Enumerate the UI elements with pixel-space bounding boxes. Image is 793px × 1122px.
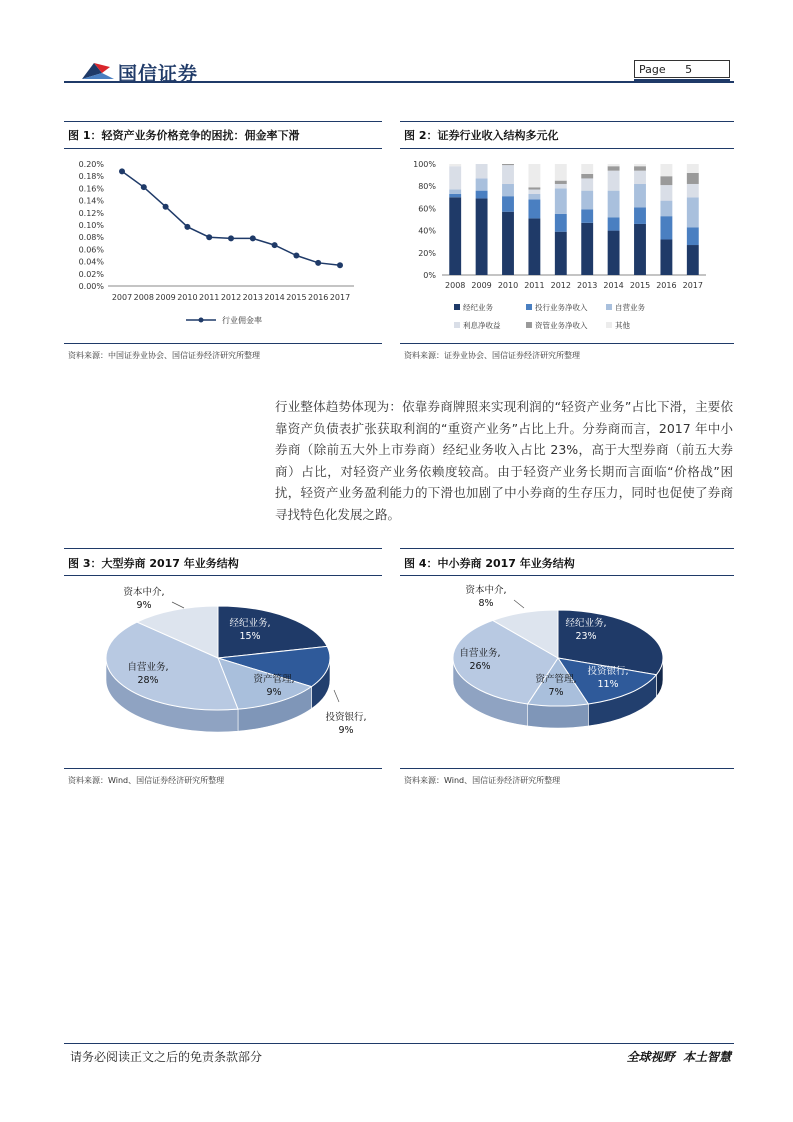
fig2-bar-segment [476,178,488,190]
fig2-ytick-label: 40% [418,226,436,236]
fig1-data-point [163,204,169,210]
fig2-bar-segment [476,191,488,199]
logo-mark-icon [80,59,116,83]
fig2-bar-segment [687,184,699,197]
pie-slice-label: 投资银行, [325,712,367,723]
pie-leader-line [334,690,339,702]
fig1-data-point [184,224,190,230]
fig2-bar-segment [449,197,461,275]
fig3-bottom-rule [64,768,382,769]
fig2-legend-swatch [606,304,612,310]
fig2-ytick-label: 0% [423,271,436,280]
fig2-bar-segment [660,176,672,185]
fig2-source: 资料来源：证券业协会、国信证券经济研究所整理 [404,351,580,360]
fig2-bar-segment [528,194,540,200]
fig4-title: 图 4：中小券商 2017 年业务结构 [404,557,575,570]
pie-slice-side [528,704,589,728]
fig4-source: 资料来源：Wind、国信证券经济研究所整理 [404,776,561,785]
fig1-ytick-label: 0.02% [78,269,104,279]
fig1-ytick-label: 0.06% [78,245,104,255]
fig2-bar-segment [502,196,514,212]
fig3-pie-chart [64,578,382,768]
fig1-ytick-label: 0.18% [78,172,104,182]
fig4-title-rule [400,575,734,576]
fig2-bar-segment [528,187,540,189]
fig1-xtick-label: 2014 [264,293,285,302]
fig2-bar-segment [660,239,672,275]
fig2-bar-segment [502,212,514,275]
fig2-legend-swatch [454,322,460,328]
pie-slice-pct: 9% [136,600,152,611]
fig3-title: 图 3：大型券商 2017 年业务结构 [68,557,239,570]
fig1-ytick-label: 0.00% [78,282,104,291]
fig2-ytick-label: 100% [413,160,436,169]
fig2-bar-segment [449,190,461,194]
fig2-xtick-label: 2017 [682,281,703,290]
fig2-bar-segment [555,188,567,214]
fig1-xtick-label: 2015 [286,293,307,302]
fig2-xtick-label: 2011 [524,281,545,290]
pie-slice-label: 自营业务, [127,662,169,673]
fig2-bar-segment [634,207,646,224]
fig2-bar-segment [502,164,514,165]
fig2-bar-segment [449,164,461,166]
fig4-pie-chart [400,578,734,768]
fig3-top-rule [64,548,382,549]
fig1-xtick-label: 2016 [308,293,329,302]
fig2-bar-segment [608,217,620,230]
fig2-bar-segment [555,184,567,188]
fig2-bar-segment [502,184,514,196]
fig2-ytick-label: 80% [418,182,436,192]
pie-slice-pct: 26% [469,661,491,672]
fig1-data-point [315,260,321,266]
fig1-data-point [337,262,343,268]
fig2-title-rule [400,148,734,149]
footer-rule [64,1043,734,1044]
pie-slice-pct: 7% [548,687,564,698]
pie-slice-pct: 15% [239,631,261,642]
fig2-bar-segment [581,223,593,275]
fig2-bar-segment [687,164,699,173]
footer-disclaimer: 请务必阅读正文之后的免责条款部分 [70,1050,263,1064]
page-number: 5 [685,63,693,76]
fig2-bar-segment [608,171,620,191]
pie-slice-label: 自营业务, [459,648,501,659]
fig1-top-rule [64,121,382,122]
fig2-legend-label: 投行业务净收入 [535,303,588,312]
fig2-bar-segment [581,164,593,174]
fig2-bar-segment [687,197,699,227]
fig3-title-rule [64,575,382,576]
fig1-series-line [122,171,340,265]
fig1-data-point [119,168,125,174]
fig2-bottom-rule [400,343,734,344]
fig1-xtick-label: 2017 [329,293,351,302]
fig1-source: 资料来源：中国证券业协会、国信证券经济研究所整理 [68,351,260,360]
fig2-legend-label: 利息净收益 [463,321,501,330]
fig1-xtick-label: 2007 [111,293,133,302]
fig1-data-point [141,184,147,190]
fig2-bar-segment [660,164,672,176]
fig2-xtick-label: 2009 [471,281,492,290]
pie-slice-label: 投资银行, [587,666,629,677]
fig2-bar-segment [634,171,646,184]
fig2-legend-swatch [454,304,460,310]
fig2-xtick-label: 2016 [656,281,677,290]
fig2-legend-label: 资管业务净收入 [535,321,588,330]
fig2-bar-segment [660,216,672,239]
fig2-legend-label: 经纪业务 [463,303,493,312]
pie-leader-line [172,602,184,608]
fig1-xtick-label: 2008 [133,293,154,302]
fig1-ytick-label: 0.12% [78,208,104,218]
fig1-legend-marker [199,318,204,323]
fig2-bar-segment [687,173,699,184]
fig2-bar-segment [476,164,488,178]
fig2-stacked-bar-chart [400,152,734,340]
pie-slice-pct: 23% [575,631,597,642]
fig1-xtick-label: 2012 [220,293,242,302]
fig2-bar-segment [687,245,699,275]
fig2-bar-segment [555,214,567,232]
fig2-bar-segment [634,166,646,170]
fig1-xtick-label: 2011 [199,293,220,302]
fig2-bar-segment [581,174,593,178]
fig1-title: 图 1：轻资产业务价格竞争的困扰：佣金率下滑 [68,129,300,142]
fig2-bar-segment [502,165,514,184]
fig2-bar-segment [476,198,488,275]
header-rule-accent [634,79,730,82]
fig1-ytick-label: 0.14% [78,196,104,206]
fig2-ytick-label: 60% [418,204,436,214]
fig1-ytick-label: 0.20% [78,160,104,169]
fig4-bottom-rule [400,768,734,769]
fig2-legend-label: 其他 [615,321,630,330]
body-paragraph: 行业整体趋势体现为：依靠券商牌照来实现利润的“轻资产业务”占比下滑，主要依靠资产负债表扩张获取利润的“重资产业务”占比上升。分券商而言，2017 年中小券商（除前五大外上市券商）经纪业务收入占比 23%，高于大型券商（前五大券商）占比，对轻资产业务依赖度较高。由于轻资产业务长期而言面临“价格战”困扰，轻资产业务盈利能力的下滑也加剧了中小券商的生存压力，同时也促使了券商寻找特色化发展之路。 [275,399,733,522]
fig1-data-point [272,242,278,248]
fig2-bar-segment [555,181,567,184]
fig1-data-point [206,234,212,240]
fig2-bar-segment [608,166,620,170]
fig1-xtick-label: 2010 [177,293,198,302]
fig2-xtick-label: 2014 [603,281,624,290]
fig1-line-chart [64,152,382,337]
fig1-legend-label: 行业佣金率 [222,316,262,325]
fig2-top-rule [400,121,734,122]
fig2-title: 图 2：证券行业收入结构多元化 [404,129,559,142]
pie-slice-pct: 9% [266,687,282,698]
fig1-data-point [250,235,256,241]
fig2-bar-segment [687,227,699,245]
footer-slogan: 全球视野 本土智慧 [626,1050,731,1064]
page-label: Page [639,63,666,76]
fig2-legend-swatch [606,322,612,328]
fig2-ytick-label: 20% [418,248,436,258]
fig1-ytick-label: 0.04% [78,257,104,267]
fig2-legend-label: 自营业务 [615,303,645,312]
fig1-data-point [293,253,299,259]
fig2-bar-segment [581,191,593,210]
fig2-bar-segment [581,178,593,190]
pie-slice-pct: 28% [137,675,159,686]
fig2-xtick-label: 2008 [445,281,466,290]
fig1-bottom-rule [64,343,382,344]
fig2-bar-segment [555,164,567,181]
fig2-bar-segment [660,201,672,217]
fig2-bar-segment [449,194,461,197]
fig1-data-point [228,235,234,241]
pie-slice-pct: 8% [478,598,494,609]
fig2-xtick-label: 2010 [497,281,519,290]
fig1-ytick-label: 0.10% [78,221,104,230]
fig2-bar-segment [528,200,540,219]
fig2-bar-segment [528,190,540,194]
fig2-bar-segment [528,218,540,275]
fig2-bar-segment [449,166,461,189]
pie-slice-label: 资本中介, [123,587,165,598]
fig2-bar-segment [581,210,593,223]
pie-slice-pct: 9% [338,725,354,736]
pie-slice-pct: 11% [597,679,619,690]
pie-slice-label: 经纪业务, [229,618,271,629]
fig2-bar-segment [608,191,620,218]
fig2-legend-swatch [526,322,532,328]
pie-slice-label: 资产管理, [253,674,295,685]
pie-slice-label: 经纪业务, [565,618,607,629]
fig2-xtick-label: 2012 [550,281,571,290]
fig2-bar-segment [634,184,646,207]
fig2-bar-segment [634,224,646,275]
pie-slice-label: 资本中介, [465,585,507,596]
fig2-bar-segment [660,185,672,201]
fig2-xtick-label: 2013 [577,281,598,290]
pie-slice-label: 资产管理, [535,674,577,685]
fig1-xtick-label: 2009 [155,293,176,302]
fig2-bar-segment [555,232,567,275]
fig4-top-rule [400,548,734,549]
fig1-ytick-label: 0.08% [78,233,104,243]
pie-leader-line [514,600,524,608]
fig2-legend-swatch [526,304,532,310]
fig2-xtick-label: 2015 [629,281,651,290]
fig2-bar-segment [608,231,620,275]
company-name: 国信证券 [118,63,199,85]
fig3-source: 资料来源：Wind、国信证券经济研究所整理 [68,776,225,785]
page-number-box [634,60,730,78]
fig1-ytick-label: 0.16% [78,184,104,194]
fig2-bar-segment [634,164,646,166]
fig2-bar-segment [608,164,620,166]
fig2-bar-segment [528,164,540,187]
fig1-title-rule [64,148,382,149]
fig1-xtick-label: 2013 [242,293,263,302]
